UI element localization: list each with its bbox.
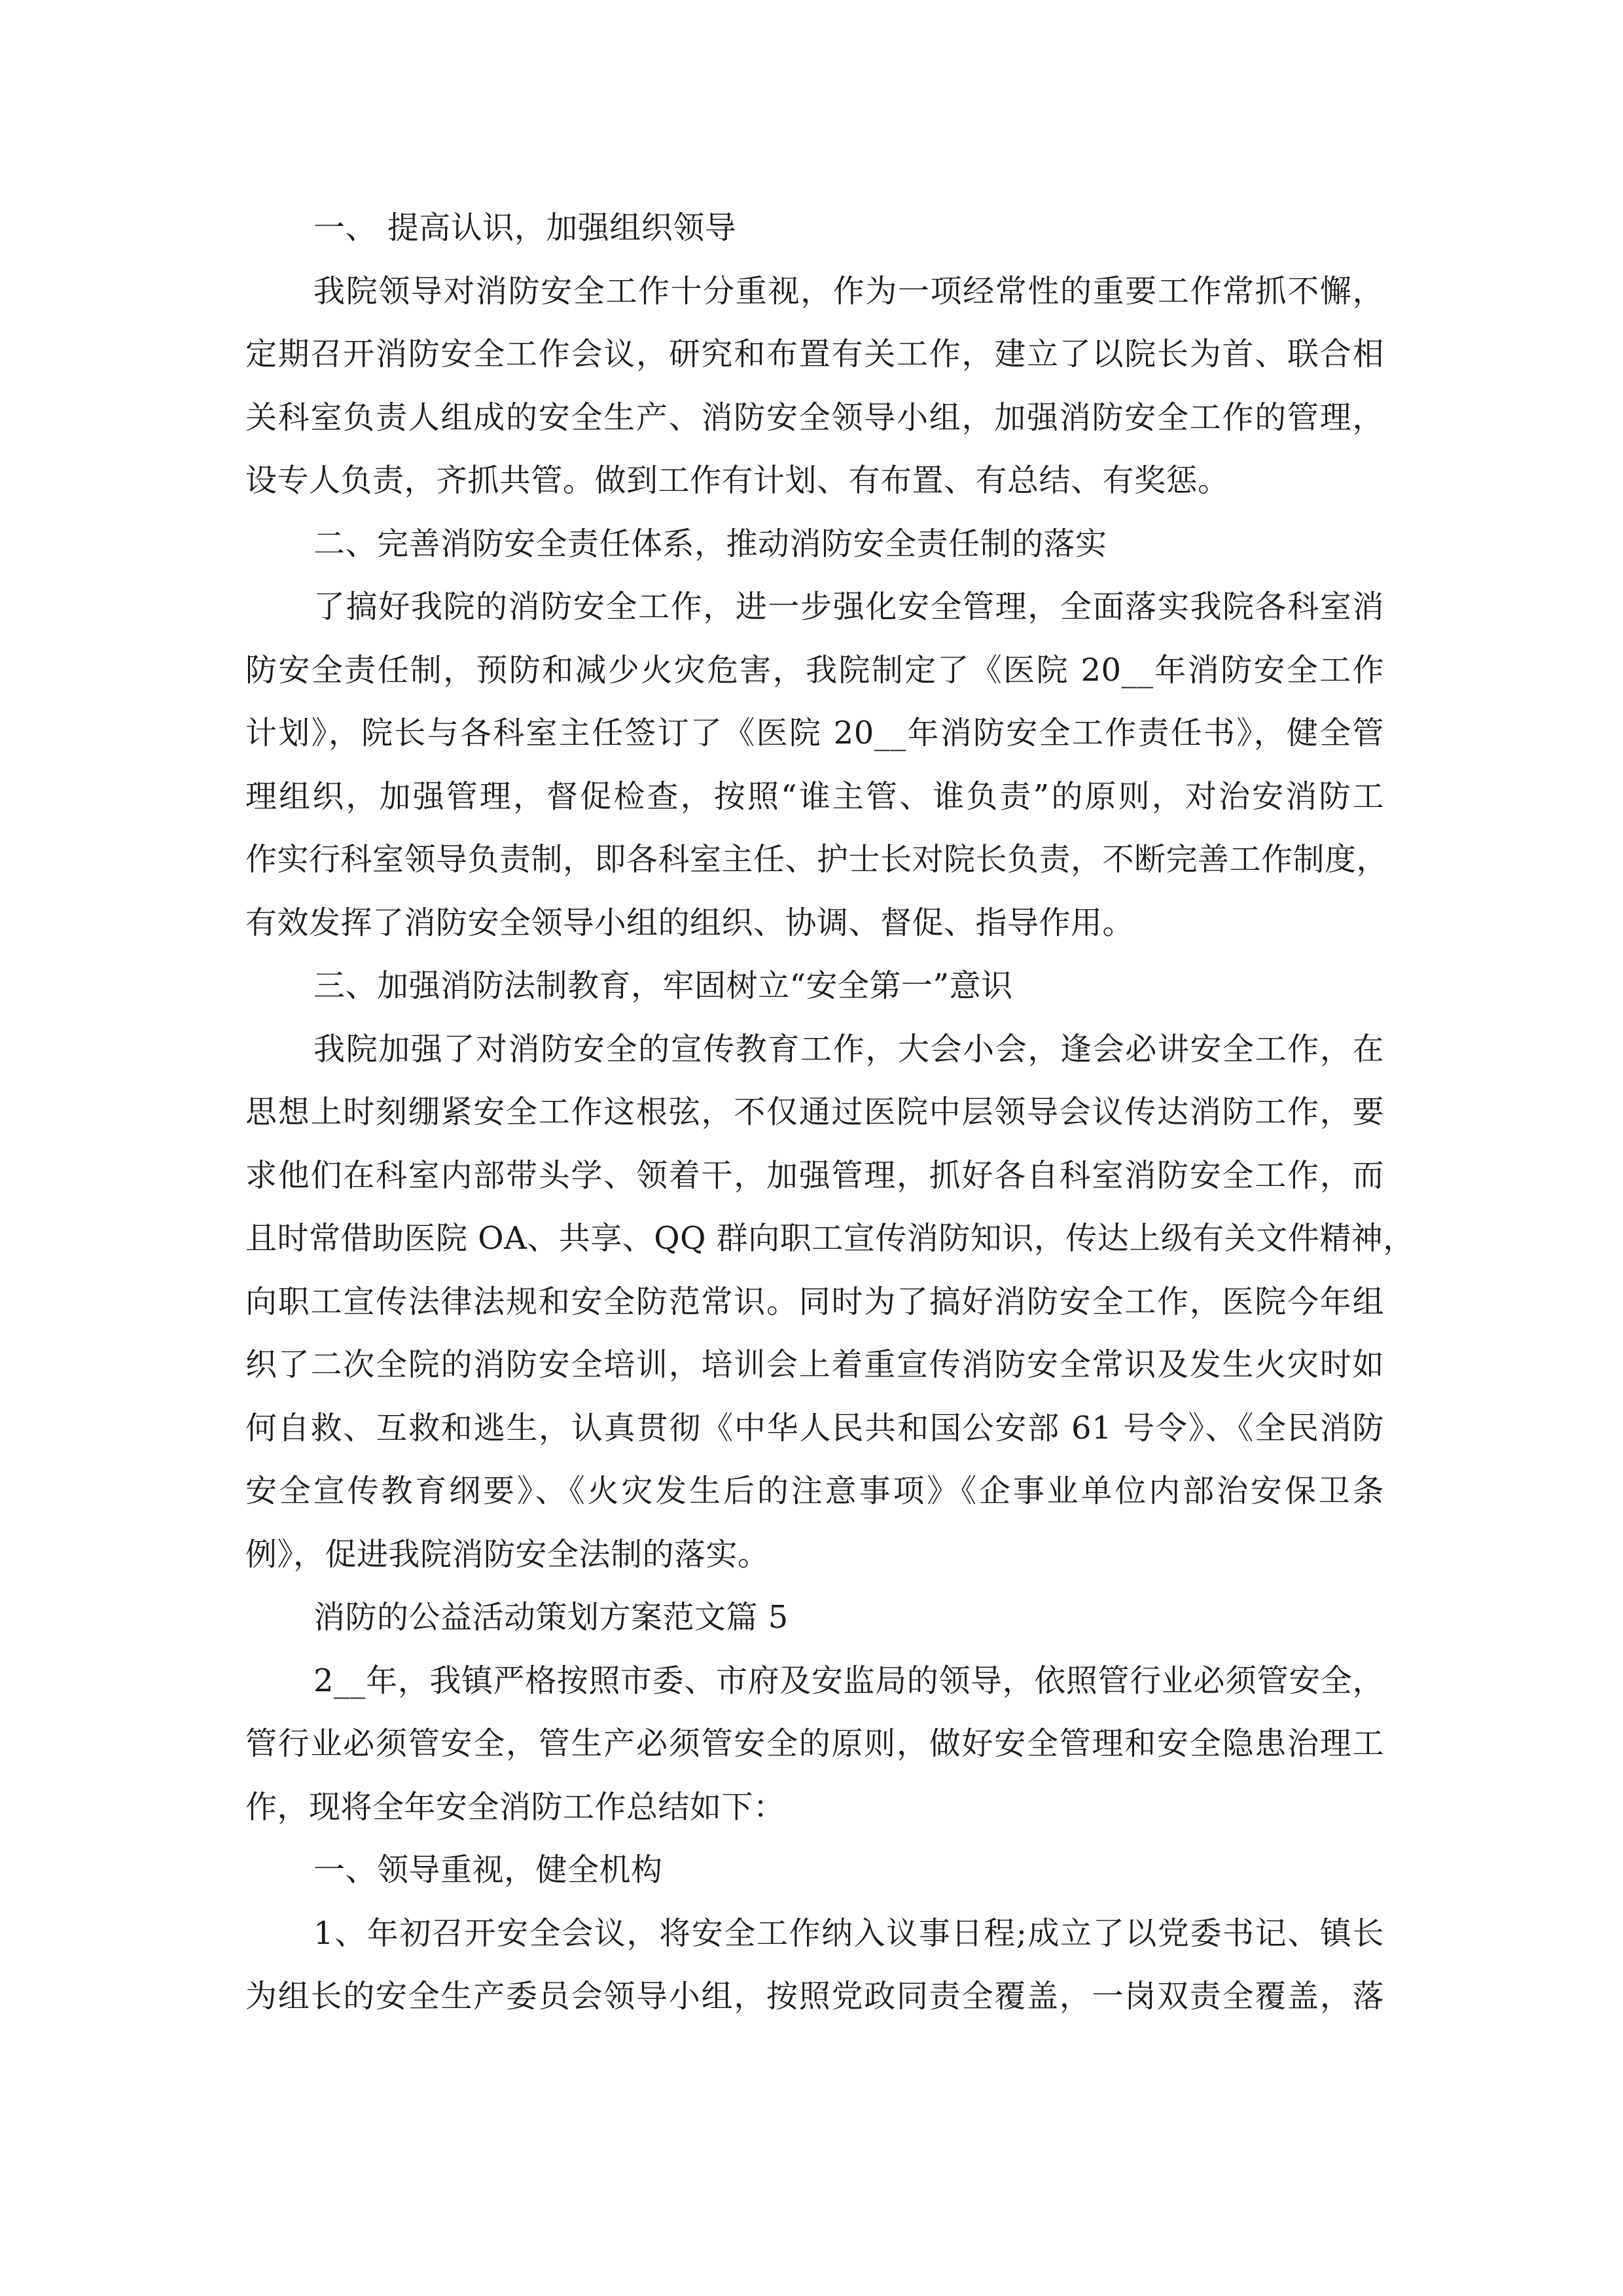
text-line: 思想上时刻绷紧安全工作这根弦，不仅通过医院中层领导会议传达消防工作，要 — [245, 1094, 1384, 1130]
text-line: 关科室负责人组成的安全生产、消防安全领导小组，加强消防安全工作的管理， — [245, 399, 1384, 436]
text-line: 为组长的安全生产委员会领导小组，按照党政同责全覆盖，一岗双责全覆盖，落 — [245, 1978, 1384, 2015]
text-line: 向职工宣传法律法规和安全防范常识。同时为了搞好消防安全工作，医院今年组 — [245, 1283, 1384, 1320]
document-body — [245, 196, 1415, 2028]
text-line: 设专人负责，齐抓共管。做到工作有计划、有布置、有总结、有奖惩。 — [245, 462, 1230, 499]
text-line: 1、年初召开安全会议，将安全工作纳入议事日程;成立了以党委书记、镇长 — [313, 1914, 1384, 1952]
text-line: 作，现将全年安全消防工作总结如下： — [245, 1788, 785, 1825]
text-line: 2__年，我镇严格按照市委、市府及安监局的领导，依照管行业必须管安全， — [313, 1662, 1384, 1699]
text-line: 防安全责任制，预防和减少火灾危害，我院制定了《医院 20__年消防安全工作 — [245, 651, 1384, 689]
text-line: 织了二次全院的消防安全培训，培训会上着重宣传消防安全常识及发生火灾时如 — [245, 1346, 1384, 1383]
text-line: 计划》，院长与各科室主任签订了《医院 20__年消防安全工作责任书》，健全管 — [245, 715, 1384, 751]
text-line: 安全宣传教育纲要》、《火灾发生后的注意事项》《企事业单位内部治安保卫条 — [245, 1473, 1384, 1509]
text-line: 我院加强了对消防安全的宣传教育工作，大会小会，逢会必讲安全工作，在 — [313, 1030, 1384, 1067]
text-line: 一、领导重视，健全机构 — [313, 1852, 663, 1888]
text-line: 了搞好我院的消防安全工作，进一步强化安全管理，全面落实我院各科室消 — [313, 588, 1384, 625]
text-line: 一、 提高认识，加强组织领导 — [313, 209, 737, 246]
text-line: 三、加强消防法制教育，牢固树立“安全第一”意识 — [313, 967, 1013, 1004]
text-line: 作实行科室领导负责制，即各科室主任、护士长对院长负责，不断完善工作制度， — [245, 841, 1389, 878]
text-line: 定期召开消防安全工作会议，研究和布置有关工作，建立了以院长为首、联合相 — [245, 336, 1384, 372]
text-line: 何自救、互救和逃生，认真贯彻《中华人民共和国公安部 61 号令》、《全民消防 — [245, 1409, 1384, 1446]
text-line: 有效发挥了消防安全领导小组的组织、协调、督促、指导作用。 — [245, 904, 1135, 941]
text-line: 且时常借助医院 OA、共享、QQ 群向职工宣传消防知识，传达上级有关文件精神， — [245, 1220, 1415, 1257]
text-line: 消防的公益活动策划方案范文篇 5 — [313, 1599, 789, 1636]
text-line: 管行业必须管安全，管生产必须管安全的原则，做好安全管理和安全隐患治理工 — [245, 1725, 1384, 1762]
text-line: 二、完善消防安全责任体系，推动消防安全责任制的落实 — [313, 525, 1107, 562]
text-line: 我院领导对消防安全工作十分重视，作为一项经常性的重要工作常抓不懈， — [313, 272, 1384, 310]
text-line: 例》，促进我院消防安全法制的落实。 — [245, 1535, 770, 1573]
text-line: 理组织，加强管理，督促检查，按照“谁主管、谁负责”的原则，对治安消防工 — [245, 778, 1384, 815]
text-line: 求他们在科室内部带头学、领着干，加强管理，抓好各自科室消防安全工作，而 — [245, 1157, 1384, 1194]
